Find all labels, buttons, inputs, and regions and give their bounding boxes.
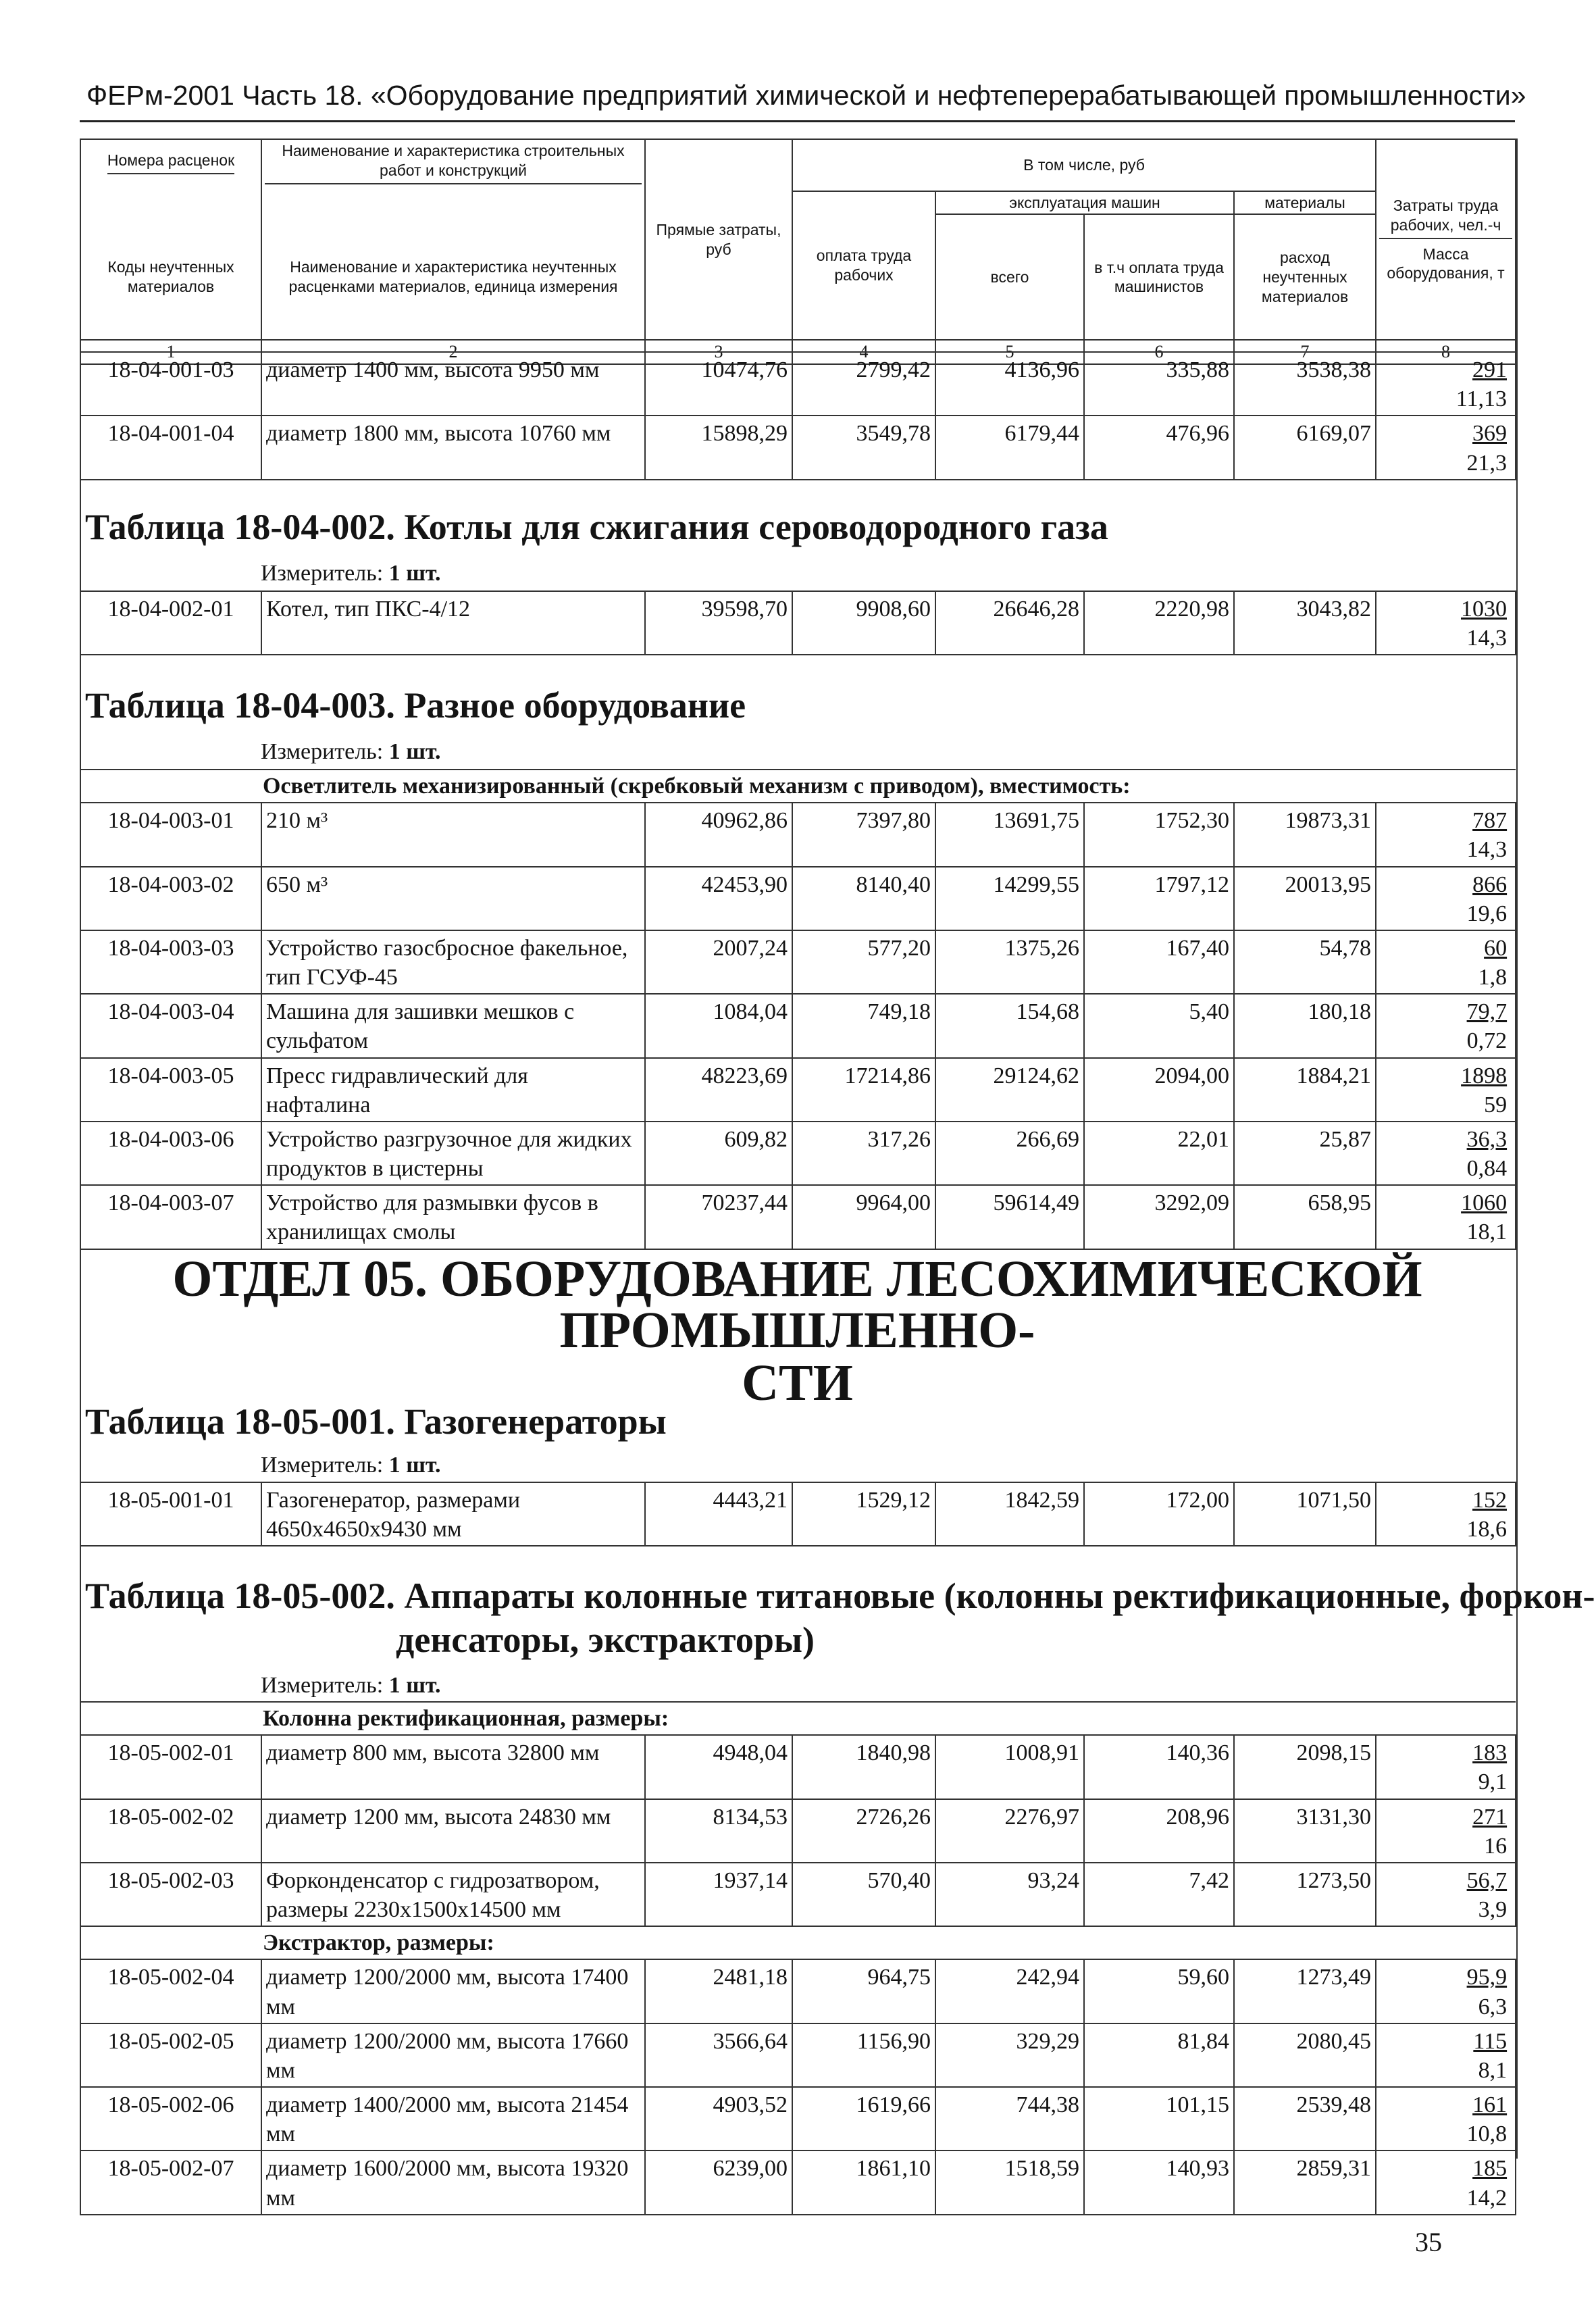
machine-cost-cell: 744,38 bbox=[935, 2087, 1084, 2150]
code-cell: 18-04-003-03 bbox=[80, 930, 261, 994]
operator-cost-cell: 1797,12 bbox=[1084, 867, 1234, 930]
labor-cost-cell: 2726,26 bbox=[792, 1799, 935, 1863]
col-number: 7 bbox=[1234, 340, 1376, 364]
labor-hours-value: 185 bbox=[1472, 2156, 1508, 2182]
labor-hours-value: 183 bbox=[1472, 1740, 1508, 1766]
labor-hours-mass-cell bbox=[1376, 1122, 1516, 1185]
direct-cost-cell: 6239,00 bbox=[645, 2150, 792, 2214]
labor-cost-cell: 8140,40 bbox=[792, 867, 935, 930]
code-cell: 18-05-002-07 bbox=[80, 2150, 261, 2214]
col-number: 6 bbox=[1084, 340, 1234, 364]
labor-hours-value: 36,3 bbox=[1466, 1126, 1508, 1152]
mass-value: 11,13 bbox=[1456, 386, 1507, 412]
machine-cost-cell: 1518,59 bbox=[935, 2150, 1084, 2214]
col7-header: расход неучтенных материалов bbox=[1234, 214, 1376, 340]
materials-cost-cell: 3043,82 bbox=[1234, 591, 1376, 655]
labor-cost-cell: 1840,98 bbox=[792, 1735, 935, 1799]
table-row bbox=[80, 803, 1516, 866]
mass-value: 8,1 bbox=[1478, 2057, 1508, 2083]
materials-cost-cell: 180,18 bbox=[1234, 994, 1376, 1057]
labor-hours-value: 369 bbox=[1472, 421, 1507, 447]
operator-cost-cell: 59,60 bbox=[1084, 1959, 1234, 2023]
col5-header: всего bbox=[935, 214, 1084, 340]
machine-cost-cell: 2276,97 bbox=[935, 1799, 1084, 1863]
direct-cost-cell: 2481,18 bbox=[645, 1959, 792, 2023]
labor-hours-value: 152 bbox=[1472, 1488, 1507, 1513]
mass-value: 0,84 bbox=[1466, 1156, 1508, 1182]
mass-value: 9,1 bbox=[1478, 1769, 1508, 1795]
department-heading-line: ОТДЕЛ 05. ОБОРУДОВАНИЕ ЛЕСОХИМИЧЕСКОЙ ПРОМЫШЛЕННО- bbox=[172, 1251, 1422, 1359]
col3-header: Прямые затраты, руб bbox=[645, 139, 792, 340]
table-row bbox=[80, 994, 1516, 1057]
department-heading bbox=[80, 1253, 1515, 1409]
code-cell: 18-05-002-02 bbox=[80, 1799, 261, 1863]
operator-cost-cell: 22,01 bbox=[1084, 1122, 1234, 1185]
operator-cost-cell: 101,15 bbox=[1084, 2087, 1234, 2150]
table-row bbox=[80, 352, 1516, 416]
table-18-05-001 bbox=[80, 1482, 1516, 1546]
machine-cost-cell: 14299,55 bbox=[935, 867, 1084, 930]
labor-hours-mass-cell bbox=[1376, 867, 1516, 930]
labor-hours-mass-cell bbox=[1376, 352, 1516, 416]
mass-value: 14,3 bbox=[1466, 626, 1507, 651]
name-cell: диаметр 1200 мм, высота 24830 мм bbox=[261, 1799, 645, 1863]
unit-of-measure: Измеритель: 1 шт. bbox=[261, 1673, 441, 1698]
col8-header: Затраты труда рабочих, чел.-ч Масса оборудования, т bbox=[1376, 139, 1516, 340]
col1-bottom-header: Коды неучтенных материалов bbox=[80, 214, 261, 340]
mass-value: 16 bbox=[1484, 1833, 1508, 1859]
code-cell: 18-04-001-03 bbox=[80, 352, 261, 416]
materials-cost-cell: 6169,07 bbox=[1234, 416, 1376, 479]
mass-value: 6,3 bbox=[1478, 1994, 1508, 2019]
machine-cost-cell: 242,94 bbox=[935, 1959, 1084, 2023]
operator-cost-cell: 81,84 bbox=[1084, 2023, 1234, 2087]
table-row bbox=[80, 930, 1516, 994]
col-number: 8 bbox=[1376, 340, 1516, 364]
labor-hours-mass-cell bbox=[1376, 416, 1516, 479]
col-number: 1 bbox=[80, 340, 261, 364]
machine-cost-cell: 154,68 bbox=[935, 994, 1084, 1057]
labor-hours-value: 115 bbox=[1473, 2028, 1508, 2054]
table-title-line: денсаторы, экстракторы) bbox=[396, 1619, 815, 1660]
mass-value: 14,3 bbox=[1466, 837, 1508, 863]
direct-cost-cell: 4903,52 bbox=[645, 2087, 792, 2150]
code-cell: 18-04-003-01 bbox=[80, 803, 261, 866]
table-row bbox=[80, 867, 1516, 930]
machine-cost-cell: 59614,49 bbox=[935, 1185, 1084, 1249]
table-row bbox=[80, 1058, 1516, 1122]
materials-cost-cell: 25,87 bbox=[1234, 1122, 1376, 1185]
labor-cost-cell: 317,26 bbox=[792, 1122, 935, 1185]
code-cell: 18-04-003-05 bbox=[80, 1058, 261, 1122]
labor-cost-cell: 9908,60 bbox=[792, 591, 935, 655]
materials-cost-cell: 2098,15 bbox=[1234, 1735, 1376, 1799]
department-heading-line: СТИ bbox=[742, 1355, 853, 1411]
labor-hours-mass-cell bbox=[1376, 1058, 1516, 1122]
direct-cost-cell: 609,82 bbox=[645, 1122, 792, 1185]
labor-hours-mass-cell bbox=[1376, 803, 1516, 866]
col-number: 5 bbox=[935, 340, 1084, 364]
col2-spacer bbox=[261, 191, 645, 215]
labor-cost-cell: 964,75 bbox=[792, 1959, 935, 2023]
table-title-line: Таблица 18-05-002. Аппараты колонные титановые (колонны ректификационные, форкон- bbox=[85, 1576, 1595, 1616]
running-head: ФЕРм-2001 Часть 18. «Оборудование предприятий химической и нефтеперерабатывающей промышленности» bbox=[86, 80, 1526, 111]
operator-cost-cell: 5,40 bbox=[1084, 994, 1234, 1057]
code-cell: 18-05-002-01 bbox=[80, 1735, 261, 1799]
direct-cost-cell: 15898,29 bbox=[645, 416, 792, 479]
machine-cost-cell: 1842,59 bbox=[935, 1482, 1084, 1546]
labor-hours-mass-cell bbox=[1376, 1735, 1516, 1799]
labor-hours-mass-cell bbox=[1376, 2087, 1516, 2150]
machine-cost-cell: 13691,75 bbox=[935, 803, 1084, 866]
direct-cost-cell: 4443,21 bbox=[645, 1482, 792, 1546]
col-number: 2 bbox=[261, 340, 645, 364]
table-18-04-003 bbox=[80, 769, 1516, 1250]
labor-hours-mass-cell bbox=[1376, 2023, 1516, 2087]
labor-cost-cell: 749,18 bbox=[792, 994, 935, 1057]
direct-cost-cell: 4948,04 bbox=[645, 1735, 792, 1799]
name-cell: Котел, тип ПКС-4/12 bbox=[261, 591, 645, 655]
machine-cost-cell: 266,69 bbox=[935, 1122, 1084, 1185]
table-18-04-002 bbox=[80, 590, 1516, 655]
direct-cost-cell: 40962,86 bbox=[645, 803, 792, 866]
direct-cost-cell: 39598,70 bbox=[645, 591, 792, 655]
name-cell: диаметр 1400 мм, высота 9950 мм bbox=[261, 352, 645, 416]
name-cell: Газогенератор, размерами 4650x4650x9430 мм bbox=[261, 1482, 645, 1546]
column-header-table bbox=[80, 139, 1516, 365]
labor-hours-value: 60 bbox=[1484, 935, 1508, 961]
table-row bbox=[80, 1799, 1516, 1863]
operator-cost-cell: 2094,00 bbox=[1084, 1058, 1234, 1122]
machines-group-header: эксплуатация машин bbox=[935, 191, 1234, 215]
labor-hours-mass-cell bbox=[1376, 1863, 1516, 1926]
group-label: Колонна ректификационная, размеры: bbox=[80, 1702, 1516, 1735]
table-row bbox=[80, 591, 1516, 655]
operator-cost-cell: 140,36 bbox=[1084, 1735, 1234, 1799]
header-rule bbox=[80, 120, 1515, 122]
labor-hours-mass-cell bbox=[1376, 1482, 1516, 1546]
code-cell: 18-05-002-03 bbox=[80, 1863, 261, 1926]
labor-hours-value: 1060 bbox=[1461, 1190, 1508, 1216]
labor-hours-value: 79,7 bbox=[1466, 999, 1508, 1025]
col1-top-header: Номера расценок bbox=[80, 139, 261, 191]
unit-of-measure: Измеритель: 1 шт. bbox=[261, 561, 441, 586]
code-cell: 18-04-001-04 bbox=[80, 416, 261, 479]
col2-top-header: Наименование и характеристика строительных работ и конструкций bbox=[261, 139, 645, 191]
code-cell: 18-04-003-04 bbox=[80, 994, 261, 1057]
operator-cost-cell: 172,00 bbox=[1084, 1482, 1234, 1546]
operator-cost-cell: 208,96 bbox=[1084, 1799, 1234, 1863]
materials-cost-cell: 20013,95 bbox=[1234, 867, 1376, 930]
col-number: 3 bbox=[645, 340, 792, 364]
machine-cost-cell: 329,29 bbox=[935, 2023, 1084, 2087]
table-row bbox=[80, 1185, 1516, 1249]
materials-cost-cell: 1273,49 bbox=[1234, 1959, 1376, 2023]
machine-cost-cell: 6179,44 bbox=[935, 416, 1084, 479]
operator-cost-cell: 167,40 bbox=[1084, 930, 1234, 994]
labor-hours-value: 1030 bbox=[1461, 597, 1507, 622]
code-cell: 18-05-002-05 bbox=[80, 2023, 261, 2087]
operator-cost-cell: 476,96 bbox=[1084, 416, 1234, 479]
labor-hours-value: 95,9 bbox=[1466, 1965, 1508, 1990]
name-cell: Машина для зашивки мешков с сульфатом bbox=[261, 994, 645, 1057]
name-cell: Устройство газосбросное факельное, тип ГСУФ-45 bbox=[261, 930, 645, 994]
labor-hours-mass-cell bbox=[1376, 1959, 1516, 2023]
col4-header: оплата труда рабочих bbox=[792, 191, 935, 341]
operator-cost-cell: 3292,09 bbox=[1084, 1185, 1234, 1249]
mass-value: 1,8 bbox=[1478, 965, 1508, 990]
table-row bbox=[80, 1735, 1516, 1799]
mass-value: 14,2 bbox=[1466, 2185, 1508, 2211]
machine-cost-cell: 4136,96 bbox=[935, 352, 1084, 416]
materials-cost-cell: 2080,45 bbox=[1234, 2023, 1376, 2087]
operator-cost-cell: 140,93 bbox=[1084, 2150, 1234, 2214]
table-row bbox=[80, 2150, 1516, 2214]
labor-hours-value: 56,7 bbox=[1466, 1867, 1508, 1893]
code-cell: 18-05-001-01 bbox=[80, 1482, 261, 1546]
name-cell: 650 м³ bbox=[261, 867, 645, 930]
name-cell: Устройство для размывки фусов в хранилищах смолы bbox=[261, 1185, 645, 1249]
machine-cost-cell: 29124,62 bbox=[935, 1058, 1084, 1122]
mass-value: 18,1 bbox=[1466, 1219, 1508, 1245]
table-row bbox=[80, 1122, 1516, 1185]
direct-cost-cell: 1084,04 bbox=[645, 994, 792, 1057]
mass-value: 10,8 bbox=[1466, 2121, 1508, 2147]
labor-hours-value: 161 bbox=[1472, 2092, 1508, 2118]
labor-hours-value: 271 bbox=[1472, 1804, 1508, 1830]
breakdown-group-header: В том числе, руб bbox=[792, 139, 1376, 191]
table-title-18-05-001: Таблица 18-05-001. Газогенераторы bbox=[85, 1401, 667, 1442]
name-cell: диаметр 1200/2000 мм, высота 17400 мм bbox=[261, 1959, 645, 2023]
unit-of-measure: Измеритель: 1 шт. bbox=[261, 1453, 441, 1478]
table-18-05-002 bbox=[80, 1701, 1516, 2215]
code-cell: 18-05-002-06 bbox=[80, 2087, 261, 2150]
name-cell: диаметр 800 мм, высота 32800 мм bbox=[261, 1735, 645, 1799]
labor-hours-mass-cell bbox=[1376, 994, 1516, 1057]
table-title-18-05-002 bbox=[85, 1574, 1595, 1662]
name-cell: диаметр 1600/2000 мм, высота 19320 мм bbox=[261, 2150, 645, 2214]
labor-hours-mass-cell bbox=[1376, 1185, 1516, 1249]
materials-cost-cell: 658,95 bbox=[1234, 1185, 1376, 1249]
table-title-18-04-003: Таблица 18-04-003. Разное оборудование bbox=[85, 685, 746, 726]
machine-cost-cell: 26646,28 bbox=[935, 591, 1084, 655]
table-row bbox=[80, 1863, 1516, 1926]
materials-cost-cell: 2539,48 bbox=[1234, 2087, 1376, 2150]
materials-cost-cell: 19873,31 bbox=[1234, 803, 1376, 866]
unit-of-measure: Измеритель: 1 шт. bbox=[261, 739, 441, 764]
labor-cost-cell: 17214,86 bbox=[792, 1058, 935, 1122]
operator-cost-cell: 7,42 bbox=[1084, 1863, 1234, 1926]
labor-cost-cell: 577,20 bbox=[792, 930, 935, 994]
materials-group-header: материалы bbox=[1234, 191, 1376, 215]
labor-hours-value: 866 bbox=[1472, 872, 1508, 897]
labor-hours-mass-cell bbox=[1376, 591, 1516, 655]
name-cell: диаметр 1800 мм, высота 10760 мм bbox=[261, 416, 645, 479]
materials-cost-cell: 2859,31 bbox=[1234, 2150, 1376, 2214]
labor-hours-value: 1898 bbox=[1461, 1063, 1508, 1088]
machine-cost-cell: 1008,91 bbox=[935, 1735, 1084, 1799]
labor-hours-mass-cell bbox=[1376, 1799, 1516, 1863]
col1-spacer bbox=[80, 191, 261, 215]
group-label: Осветлитель механизированный (скребковый механизм с приводом), вместимость: bbox=[80, 770, 1516, 803]
name-cell: 210 м³ bbox=[261, 803, 645, 866]
operator-cost-cell: 335,88 bbox=[1084, 352, 1234, 416]
operator-cost-cell: 2220,98 bbox=[1084, 591, 1234, 655]
table-row bbox=[80, 416, 1516, 479]
machine-cost-cell: 1375,26 bbox=[935, 930, 1084, 994]
direct-cost-cell: 3566,64 bbox=[645, 2023, 792, 2087]
col2-bottom-header: Наименование и характеристика неучтенных расценками материалов, единица измерения bbox=[261, 214, 645, 340]
direct-cost-cell: 70237,44 bbox=[645, 1185, 792, 1249]
labor-cost-cell: 1529,12 bbox=[792, 1482, 935, 1546]
code-cell: 18-05-002-04 bbox=[80, 1959, 261, 2023]
labor-cost-cell: 1619,66 bbox=[792, 2087, 935, 2150]
table-title-18-04-002: Таблица 18-04-002. Котлы для сжигания сероводородного газа bbox=[85, 507, 1108, 547]
materials-cost-cell: 1273,50 bbox=[1234, 1863, 1376, 1926]
direct-cost-cell: 2007,24 bbox=[645, 930, 792, 994]
labor-cost-cell: 3549,78 bbox=[792, 416, 935, 479]
labor-hours-mass-cell bbox=[1376, 2150, 1516, 2214]
materials-cost-cell: 3131,30 bbox=[1234, 1799, 1376, 1863]
code-cell: 18-04-003-02 bbox=[80, 867, 261, 930]
name-cell: Форконденсатор с гидрозатвором, размеры 2230x1500x14500 мм bbox=[261, 1863, 645, 1926]
labor-hours-value: 787 bbox=[1472, 808, 1508, 834]
labor-cost-cell: 1156,90 bbox=[792, 2023, 935, 2087]
direct-cost-cell: 10474,76 bbox=[645, 352, 792, 416]
direct-cost-cell: 8134,53 bbox=[645, 1799, 792, 1863]
labor-hours-value: 291 bbox=[1472, 357, 1507, 382]
table-row bbox=[80, 1482, 1516, 1546]
labor-hours-mass-cell bbox=[1376, 930, 1516, 994]
name-cell: Устройство разгрузочное для жидких продуктов в цистерны bbox=[261, 1122, 645, 1185]
labor-cost-cell: 7397,80 bbox=[792, 803, 935, 866]
table-row bbox=[80, 2023, 1516, 2087]
code-cell: 18-04-003-07 bbox=[80, 1185, 261, 1249]
operator-cost-cell: 1752,30 bbox=[1084, 803, 1234, 866]
name-cell: диаметр 1400/2000 мм, высота 21454 мм bbox=[261, 2087, 645, 2150]
direct-cost-cell: 1937,14 bbox=[645, 1863, 792, 1926]
mass-value: 21,3 bbox=[1466, 450, 1507, 476]
labor-cost-cell: 9964,00 bbox=[792, 1185, 935, 1249]
mass-value: 59 bbox=[1484, 1092, 1508, 1117]
direct-cost-cell: 42453,90 bbox=[645, 867, 792, 930]
mass-value: 19,6 bbox=[1466, 901, 1508, 926]
code-cell: 18-04-003-06 bbox=[80, 1122, 261, 1185]
mass-value: 0,72 bbox=[1466, 1028, 1508, 1054]
mass-value: 18,6 bbox=[1466, 1517, 1507, 1542]
materials-cost-cell: 1071,50 bbox=[1234, 1482, 1376, 1546]
materials-cost-cell: 3538,38 bbox=[1234, 352, 1376, 416]
materials-cost-cell: 54,78 bbox=[1234, 930, 1376, 994]
col6-header: в т.ч оплата труда машинистов bbox=[1084, 214, 1234, 340]
direct-cost-cell: 48223,69 bbox=[645, 1058, 792, 1122]
labor-cost-cell: 570,40 bbox=[792, 1863, 935, 1926]
materials-cost-cell: 1884,21 bbox=[1234, 1058, 1376, 1122]
machine-cost-cell: 93,24 bbox=[935, 1863, 1084, 1926]
table-row bbox=[80, 2087, 1516, 2150]
name-cell: диаметр 1200/2000 мм, высота 17660 мм bbox=[261, 2023, 645, 2087]
labor-cost-cell: 2799,42 bbox=[792, 352, 935, 416]
code-cell: 18-04-002-01 bbox=[80, 591, 261, 655]
labor-cost-cell: 1861,10 bbox=[792, 2150, 935, 2214]
table-18-04-001-rows bbox=[80, 351, 1516, 480]
page-number: 35 bbox=[1415, 2227, 1442, 2257]
name-cell: Пресс гидравлический для нафталина bbox=[261, 1058, 645, 1122]
col-number: 4 bbox=[792, 340, 935, 364]
mass-value: 3,9 bbox=[1478, 1897, 1508, 1923]
table-row bbox=[80, 1959, 1516, 2023]
group-label: Экстрактор, размеры: bbox=[80, 1926, 1516, 1959]
